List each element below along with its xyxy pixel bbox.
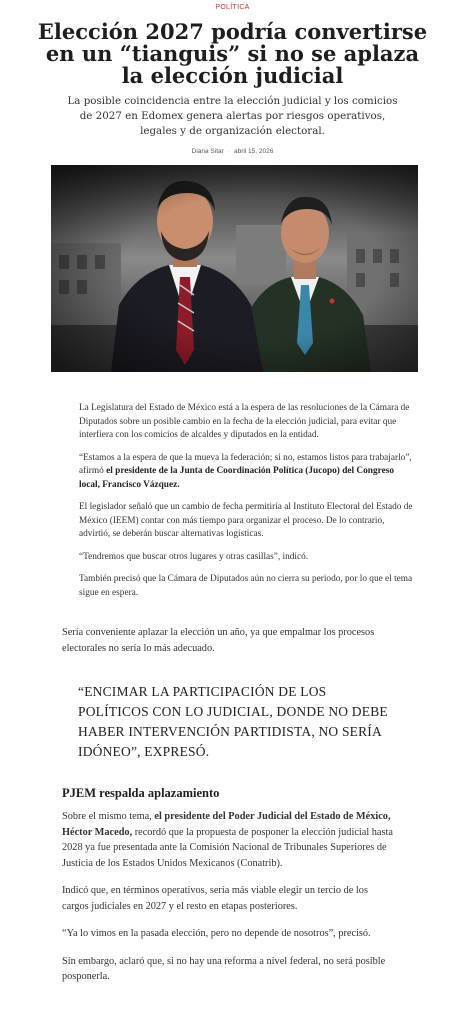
paragraph-7-c: recordó que la propuesta de posponer la elección judicial hasta 2028 ya fue presentada ante la Comisión Nacional de Tribunales Superiores de Justicia de los Estados Unidos Mexicanos (Conatrib). [62,826,393,869]
paragraph-10: Sin embargo, aclaró que, si no hay una reforma a nivel federal, no será posible posponerla. [62,955,386,982]
pull-quote: “ENCIMAR LA PARTICIPACIÓN DE LOS POLÍTICOS CON LO JUDICIAL, DONDE NO DEBE HABER INTERVENCIÓN PARTIDISTA, NO SERÍA IDÓNEO”, EXPRESÓ. [78,684,388,759]
headline: Elección 2027 podría convertirse en un “tianguis” si no se aplaza la elección judicial [37,19,428,88]
paragraph-4: “Tendremos que buscar otros lugares y otras casillas”, indicó. [79,551,309,562]
paragraph-3: El legislador señaló que un cambio de fecha permitiría al Instituto Electoral del Estado de México (IEEM) contar con más tiempo para organizar el proceso. De lo contrario, advirtió, se deberán buscar alternativas logísticas. [79,502,413,539]
article-continued [62,625,397,656]
article-body [79,402,413,600]
paragraph-1: La Legislatura del Estado de México está a la espera de las resoluciones de la Cámara de Diputados sobre un posible cambio en la fecha de la elección judicial, para evitar que interfiera con los comicios de alcaldes y diputados en la entidad. [79,403,410,440]
paragraph-9: “Ya lo vimos en la pasada elección, pero no depende de nosotros”, precisó. [62,928,371,939]
paragraph-7-a: Sobre el mismo tema, [62,811,155,822]
paragraph-6: Sería conveniente aplazar la elección un año, ya que empalmar los procesos electorales no sería lo más adecuado. [62,627,375,654]
byline-separator: · [227,148,230,155]
paragraph-2 [79,452,413,493]
paragraph-2-quote: “Estamos a la espera de que la mueva la federación; si no, estamos listos para trabajarlo”, afirmó [79,452,412,476]
hero-illustration [51,165,418,372]
paragraph-5: También precisó que la Cámara de Diputados aún no cierra su periodo, por lo que el tema sigue en espera. [79,574,413,598]
category-label[interactable]: POLÍTICA [215,4,250,11]
paragraph-7 [62,809,397,871]
paragraph-8: Indicó que, en términos operativos, sería más viable elegir un tercio de los cargos judiciales en 2027 y el resto en etapas posteriores. [62,885,368,912]
author-name[interactable]: Diana Sitar [191,148,224,155]
paragraph-7-bold: el presidente del Poder Judicial del Estado de México, Héctor Macedo, [62,811,391,838]
section-subhead: PJEM respalda aplazamiento [62,786,220,800]
article-section-pjem [62,809,397,985]
dek: La posible coincidencia entre la elección judicial y los comicios de 2027 en Edomex genera alertas por riesgos operativos, legales y de organización electoral. [67,95,398,137]
paragraph-2-bold: el presidente de la Junta de Coordinación Política (Jucopo) del Congreso local, Francisco Vázquez. [79,466,394,490]
publish-date: abril 15, 2026 [233,148,274,155]
byline [0,148,465,155]
hero-photo [51,165,418,372]
